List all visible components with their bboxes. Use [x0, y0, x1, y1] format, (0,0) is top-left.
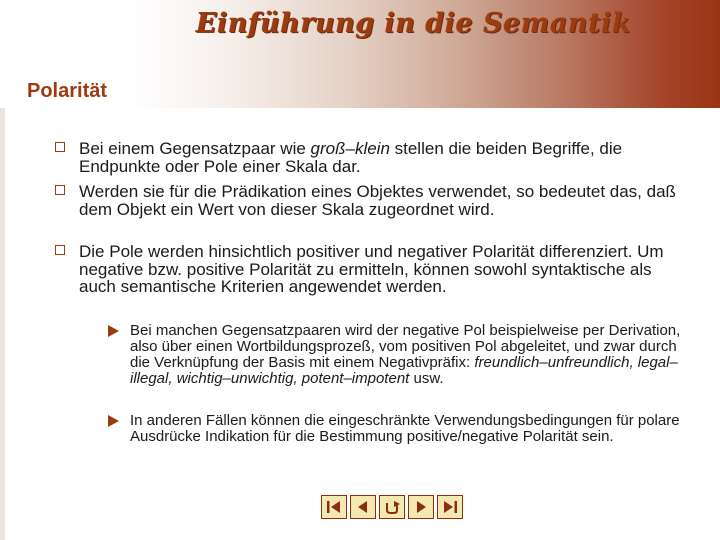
return-icon — [383, 499, 401, 515]
return-button[interactable] — [379, 495, 405, 519]
bullet-text: stellen die beiden Begriffe, die Endpunkte oder Pole einer Skala dar. — [79, 139, 623, 176]
last-slide-icon — [441, 499, 459, 515]
slide-navigation-bar — [321, 495, 463, 519]
subbullet-text: usw. — [409, 370, 444, 387]
bullet-item — [79, 140, 679, 175]
bullet-text: Werden sie für die Prädikation eines Objektes verwendet, so bedeutet das, daß dem Objekt ein Wert von dieser Skala zugeordnet wird. — [79, 182, 676, 219]
bullet-text: Bei einem Gegensatzpaar wie — [79, 139, 311, 158]
square-bullet-icon — [55, 245, 65, 255]
triangle-bullet-icon — [108, 415, 119, 427]
subbullet-item — [130, 323, 690, 387]
square-bullet-icon — [55, 142, 65, 152]
first-slide-button[interactable] — [321, 495, 347, 519]
last-slide-button[interactable] — [437, 495, 463, 519]
next-slide-button[interactable] — [408, 495, 434, 519]
square-bullet-icon — [55, 185, 65, 195]
next-slide-icon — [412, 499, 430, 515]
subbullet-item — [130, 413, 690, 445]
subbullet-text: Bei manchen Gegensatzpaaren wird der negative Pol beispielweise per Derivation, also über einen Wortbildungsprozeß, vom positiven Pol abgeleitet, und zwar durch die Verknüpfung der Basis mit einem Negativpräfix: — [130, 322, 681, 371]
bullet-item — [79, 183, 679, 218]
section-title: Polarität — [27, 80, 108, 102]
previous-slide-icon — [354, 499, 372, 515]
bullet-example-text: groß–klein — [310, 139, 390, 158]
triangle-bullet-icon — [108, 325, 119, 337]
subbullet-example-text: freundlich–unfreundlich, legal–illegal, wichtig–unwichtig, potent–impotent — [130, 354, 678, 387]
first-slide-icon — [325, 499, 343, 515]
bullet-item — [79, 243, 679, 296]
bullet-text: Die Pole werden hinsichtlich positiver und negativer Polarität differenziert. Um negative bzw. positive Polarität zu ermitteln, können sowohl syntaktische als auch semantische Kriterien angewendet werden. — [79, 242, 664, 296]
previous-slide-button[interactable] — [350, 495, 376, 519]
banner-title: Einführung in die Semantik — [196, 8, 631, 39]
subbullet-text: In anderen Fällen können die eingeschränkte Verwendungsbedingungen für polare Ausdrücke Indikation für die Bestimmung positive/negative Polarität sein. — [130, 412, 680, 445]
